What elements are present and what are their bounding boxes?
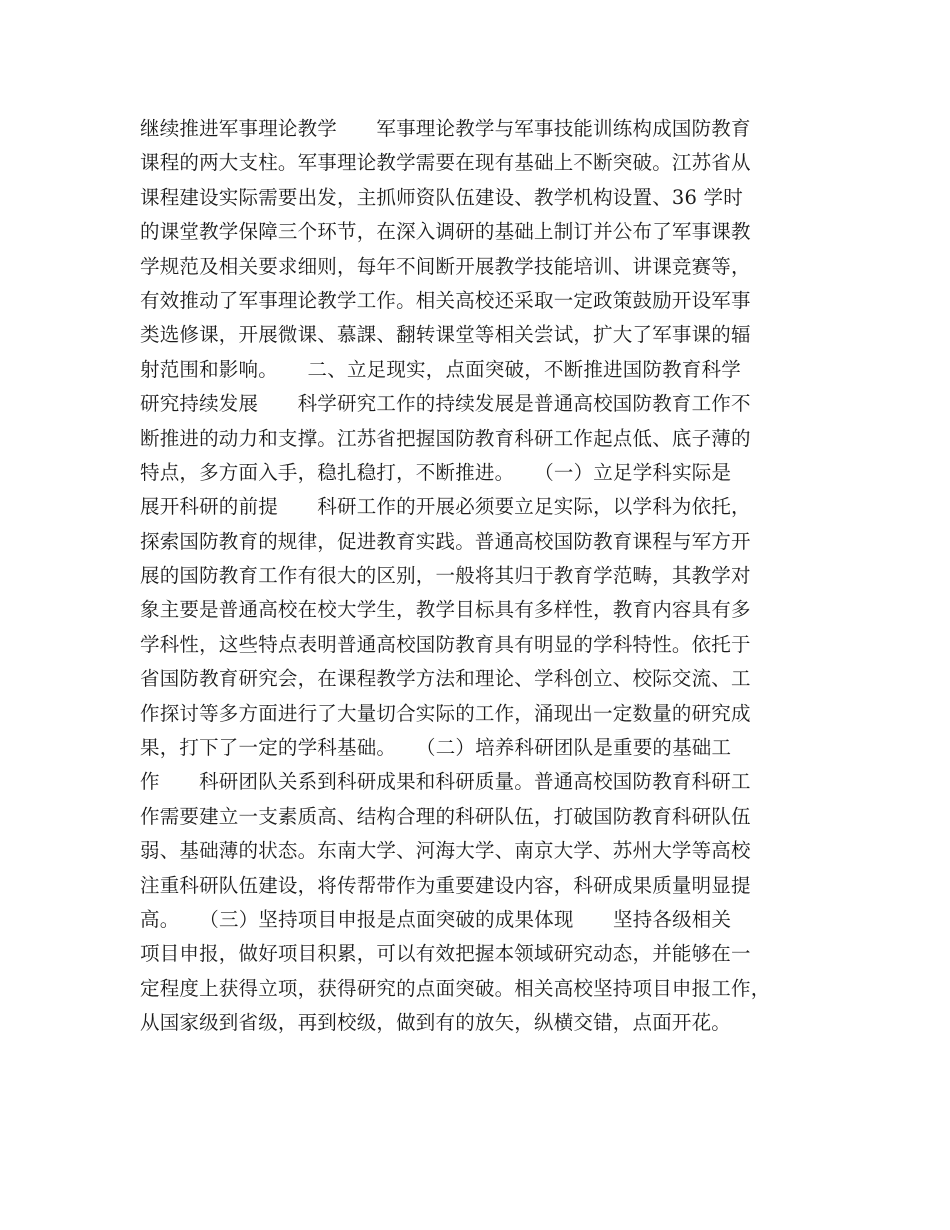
text-line: 特点，多方面入手，稳扎稳打，不断推进。 （一）立足学科实际是 <box>140 460 732 484</box>
text-line: 省国防教育研究会，在课程教学方法和理论、学科创立、校际交流、工 <box>140 667 751 691</box>
text-line: 的课堂教学保障三个环节，在深入调研的基础上制订并公布了军事课教 <box>140 220 751 244</box>
text-line: 课程建设实际需要出发，主抓师资队伍建设、教学机构设置、36 学时 <box>140 185 743 209</box>
text-line: 项目申报，做好项目积累，可以有效把握本领域研究动态，并能够在一 <box>140 942 751 966</box>
text-line: 有效推动了军事理论教学工作。相关高校还采取一定政策鼓励开设军事 <box>140 288 751 312</box>
text-line: 弱、基础薄的状态。东南大学、河海大学、南京大学、苏州大学等高校 <box>140 839 751 863</box>
text-line: 射范围和影响。 二、立足现实，点面突破，不断推进国防教育科学 <box>140 357 741 381</box>
text-line: 定程度上获得立项，获得研究的点面突破。相关高校坚持项目申报工作， <box>140 976 771 1000</box>
text-line: 作探讨等多方面进行了大量切合实际的工作，涌现出一定数量的研究成 <box>140 701 751 725</box>
text-line: 课程的两大支柱。军事理论教学需要在现有基础上不断突破。江苏省从 <box>140 151 751 175</box>
text-line: 作 科研团队关系到科研成果和科研质量。普通高校国防教育科研工 <box>140 770 751 794</box>
text-line: 学科性，这些特点表明普通高校国防教育具有明显的学科特性。依托于 <box>140 632 751 656</box>
text-line: 展开科研的前提 科研工作的开展必须要立足实际，以学科为依托， <box>140 495 751 519</box>
text-line: 从国家级到省级，再到校级，做到有的放矢，纵横交错，点面开花。 <box>140 1011 732 1035</box>
text-line: 高。 （三）坚持项目申报是点面突破的成果体现 坚持各级相关 <box>140 907 732 931</box>
text-line: 展的国防教育工作有很大的区别，一般将其归于教育学范畴，其教学对 <box>140 564 751 588</box>
text-line: 学规范及相关要求细则，每年不间断开展教学技能培训、讲课竞赛等， <box>140 254 751 278</box>
body-text <box>140 112 830 1041</box>
text-line: 研究持续发展 科学研究工作的持续发展是普通高校国防教育工作不 <box>140 392 751 416</box>
text-line: 象主要是普通高校在校大学生，教学目标具有多样性，教育内容具有多 <box>140 598 751 622</box>
text-line: 注重科研队伍建设，将传帮带作为重要建设内容，科研成果质量明显提 <box>140 873 751 897</box>
text-line: 断推进的动力和支撑。江苏省把握国防教育科研工作起点低、底子薄的 <box>140 426 751 450</box>
text-line: 继续推进军事理论教学 军事理论教学与军事技能训练构成国防教育 <box>140 117 751 140</box>
text-line: 果，打下了一定的学科基础。 （二）培养科研团队是重要的基础工 <box>140 736 732 760</box>
text-line: 作需要建立一支素质高、结构合理的科研队伍，打破国防教育科研队伍 <box>140 804 751 828</box>
text-line: 类选修课，开展微课、慕課、翻转课堂等相关尝试，扩大了军事课的辐 <box>140 323 751 347</box>
text-line: 探索国防教育的规律，促进教育实践。普通高校国防教育课程与军方开 <box>140 529 751 553</box>
